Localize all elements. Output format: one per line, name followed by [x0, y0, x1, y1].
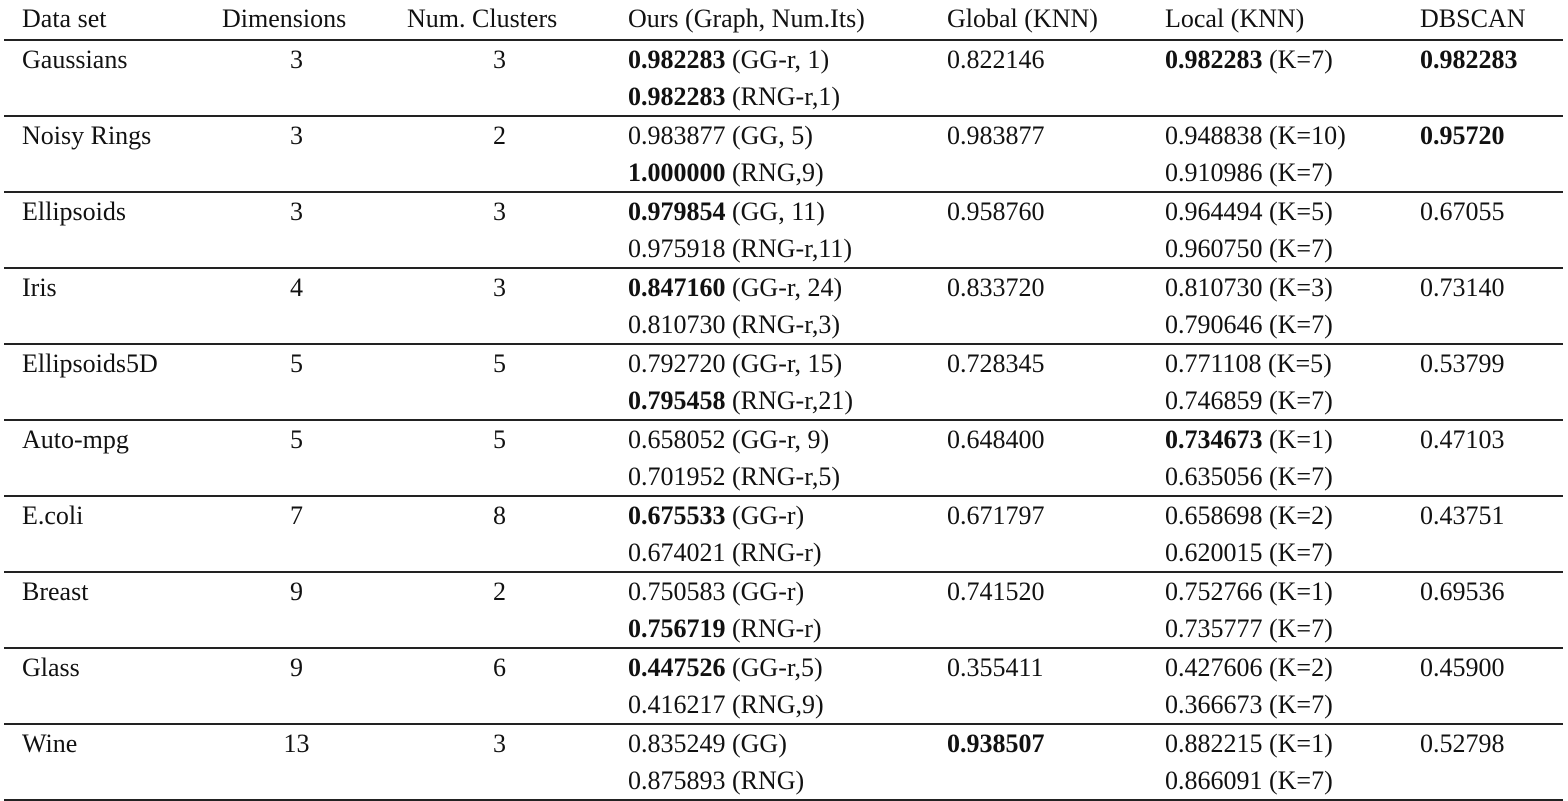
ours-cell: [610, 268, 929, 344]
cell-line: [628, 41, 929, 78]
score-value: 0.746859: [1165, 386, 1263, 415]
score-params: (K=7): [1262, 538, 1333, 567]
cell-line: [1165, 382, 1402, 419]
score-value: 0.52798: [1420, 729, 1505, 758]
score-value: 0.648400: [947, 425, 1045, 454]
dimensions-cell-text: 3: [290, 121, 303, 150]
score-value: 0.964494: [1165, 197, 1263, 226]
score-params: (RNG,9): [725, 690, 824, 719]
score-value: 0.45900: [1420, 653, 1505, 682]
dimensions-cell-text: 13: [283, 729, 310, 758]
score-value: 0.960750: [1165, 234, 1263, 263]
score-params: (GG-r, 15): [725, 349, 843, 378]
cell-line: [1420, 725, 1563, 762]
local-cell: [1147, 116, 1402, 192]
score-value: 0.416217: [628, 690, 726, 719]
score-params: (K=1): [1262, 729, 1333, 758]
dimensions-cell-text: 4: [290, 273, 303, 302]
score-value: 0.355411: [947, 653, 1044, 682]
cell-line: [947, 421, 1147, 458]
score-value: 0.447526: [628, 653, 726, 682]
header-num-clusters: Num. Clusters: [407, 4, 558, 33]
score-value: 0.658052: [628, 425, 726, 454]
global-cell: [929, 268, 1147, 344]
cell-line: [628, 725, 929, 762]
score-value: 0.982283: [628, 45, 726, 74]
score-params: (RNG-r,1): [725, 82, 840, 111]
dataset-cell: [4, 344, 204, 420]
dimensions-cell: [204, 268, 389, 344]
ours-cell: [610, 40, 929, 116]
score-params: (K=7): [1262, 690, 1333, 719]
score-value: 0.983877: [947, 121, 1045, 150]
dataset-cell: [4, 192, 204, 268]
ours-cell: [610, 724, 929, 800]
score-params: (RNG-r): [725, 614, 822, 643]
score-value: 0.53799: [1420, 349, 1505, 378]
clusters-cell-text: 2: [493, 577, 506, 606]
local-cell: [1147, 648, 1402, 724]
score-value: 0.882215: [1165, 729, 1263, 758]
cell-line: [1420, 193, 1563, 230]
score-value: 0.728345: [947, 349, 1045, 378]
score-params: (K=7): [1262, 310, 1333, 339]
cell-line: [1420, 573, 1563, 610]
cell-line: [628, 154, 929, 191]
score-params: (K=7): [1262, 462, 1333, 491]
score-value: 0.790646: [1165, 310, 1263, 339]
cell-line: [628, 382, 929, 419]
clusters-cell: [389, 420, 610, 496]
clusters-cell: [389, 572, 610, 648]
global-cell: [929, 496, 1147, 572]
score-value: 0.975918: [628, 234, 726, 263]
dbscan-cell: [1402, 724, 1563, 800]
score-value: 0.866091: [1165, 766, 1263, 795]
score-value: 0.95720: [1420, 121, 1505, 150]
score-params: (GG, 5): [725, 121, 813, 150]
local-cell: [1147, 40, 1402, 116]
score-value: 0.948838: [1165, 121, 1263, 150]
score-value: 0.938507: [947, 729, 1045, 758]
score-params: (K=7): [1262, 766, 1333, 795]
cell-line: [947, 649, 1147, 686]
cell-line: [947, 573, 1147, 610]
score-value: 0.958760: [947, 197, 1045, 226]
score-params: (K=5): [1262, 197, 1333, 226]
header-global-knn: Global (KNN): [947, 4, 1098, 33]
cell-line: [1420, 497, 1563, 534]
cell-line: [1165, 193, 1402, 230]
dbscan-cell: [1402, 648, 1563, 724]
cell-line: [1165, 725, 1402, 762]
cell-line: [1165, 421, 1402, 458]
cell-line: [628, 762, 929, 799]
results-table: [4, 0, 1563, 801]
clusters-cell-text: 3: [493, 197, 506, 226]
score-params: (K=2): [1262, 653, 1333, 682]
cell-line: [628, 78, 929, 115]
cell-line: [1165, 649, 1402, 686]
header-local-knn: Local (KNN): [1165, 4, 1305, 33]
cell-line: [1420, 41, 1563, 78]
clusters-cell: [389, 192, 610, 268]
score-params: (RNG-r): [725, 538, 822, 567]
dimensions-cell: [204, 724, 389, 800]
dbscan-cell: [1402, 420, 1563, 496]
table-row: [4, 496, 1563, 572]
clusters-cell-text: 3: [493, 729, 506, 758]
score-value: 0.792720: [628, 349, 726, 378]
cell-line: [1420, 421, 1563, 458]
score-value: 0.983877: [628, 121, 726, 150]
dimensions-cell: [204, 496, 389, 572]
dataset-cell: [4, 116, 204, 192]
score-value: 0.735777: [1165, 614, 1263, 643]
ours-cell: [610, 420, 929, 496]
dbscan-cell: [1402, 40, 1563, 116]
cell-line: [628, 534, 929, 571]
score-params: (RNG,9): [725, 158, 824, 187]
cell-line: [1165, 117, 1402, 154]
local-cell: [1147, 268, 1402, 344]
dimensions-cell-text: 5: [290, 425, 303, 454]
ours-cell: [610, 192, 929, 268]
dataset-cell: [4, 268, 204, 344]
dimensions-cell: [204, 572, 389, 648]
clusters-cell-text: 6: [493, 653, 506, 682]
dataset-cell: [4, 420, 204, 496]
dimensions-cell-text: 3: [290, 197, 303, 226]
score-value: 0.795458: [628, 386, 726, 415]
score-value: 0.43751: [1420, 501, 1505, 530]
score-value: 0.675533: [628, 501, 726, 530]
clusters-cell-text: 2: [493, 121, 506, 150]
dataset-cell-text: Ellipsoids5D: [22, 349, 158, 378]
score-params: (K=10): [1262, 121, 1346, 150]
local-cell: [1147, 572, 1402, 648]
dimensions-cell-text: 9: [290, 577, 303, 606]
score-value: 0.810730: [1165, 273, 1263, 302]
score-value: 0.835249: [628, 729, 726, 758]
cell-line: [1165, 269, 1402, 306]
score-params: (GG-r, 24): [725, 273, 843, 302]
ours-cell: [610, 496, 929, 572]
cell-line: [947, 345, 1147, 382]
header-dataset: Data set: [22, 4, 107, 33]
score-value: 0.810730: [628, 310, 726, 339]
dbscan-cell: [1402, 116, 1563, 192]
cell-line: [1165, 154, 1402, 191]
table-body: [4, 40, 1563, 800]
ours-cell: [610, 572, 929, 648]
clusters-cell: [389, 344, 610, 420]
score-params: (K=7): [1262, 614, 1333, 643]
dbscan-cell: [1402, 572, 1563, 648]
cell-line: [628, 269, 929, 306]
cell-line: [1165, 686, 1402, 723]
dataset-cell-text: Glass: [22, 653, 80, 682]
cell-line: [1420, 117, 1563, 154]
dataset-cell-text: Noisy Rings: [22, 121, 152, 150]
score-params: (K=7): [1262, 158, 1333, 187]
cell-line: [628, 345, 929, 382]
dbscan-cell: [1402, 496, 1563, 572]
score-value: 0.73140: [1420, 273, 1505, 302]
cell-line: [628, 497, 929, 534]
table-row: [4, 648, 1563, 724]
score-value: 0.982283: [1165, 45, 1263, 74]
score-value: 0.875893: [628, 766, 726, 795]
score-params: (K=1): [1262, 425, 1333, 454]
score-params: (GG): [725, 729, 787, 758]
global-cell: [929, 420, 1147, 496]
score-params: (K=1): [1262, 577, 1333, 606]
dimensions-cell: [204, 420, 389, 496]
cell-line: [628, 610, 929, 647]
local-cell: [1147, 496, 1402, 572]
clusters-cell: [389, 268, 610, 344]
cell-line: [628, 117, 929, 154]
score-params: (GG-r): [725, 501, 805, 530]
score-params: (GG-r,5): [725, 653, 823, 682]
header-dbscan: DBSCAN: [1420, 4, 1526, 33]
cell-line: [1165, 345, 1402, 382]
global-cell: [929, 116, 1147, 192]
dimensions-cell: [204, 192, 389, 268]
score-params: (GG-r, 1): [725, 45, 830, 74]
cell-line: [947, 117, 1147, 154]
score-value: 1.000000: [628, 158, 726, 187]
dataset-cell: [4, 648, 204, 724]
score-value: 0.635056: [1165, 462, 1263, 491]
dimensions-cell: [204, 116, 389, 192]
cell-line: [628, 458, 929, 495]
dataset-cell-text: E.coli: [22, 501, 84, 530]
score-value: 0.822146: [947, 45, 1045, 74]
global-cell: [929, 572, 1147, 648]
cell-line: [628, 193, 929, 230]
score-params: (K=7): [1262, 45, 1333, 74]
score-params: (K=7): [1262, 234, 1333, 263]
cell-line: [628, 573, 929, 610]
score-value: 0.771108: [1165, 349, 1262, 378]
cell-line: [1165, 230, 1402, 267]
score-value: 0.701952: [628, 462, 726, 491]
cell-line: [1165, 573, 1402, 610]
score-value: 0.982283: [1420, 45, 1518, 74]
score-params: (RNG-r,21): [725, 386, 853, 415]
score-value: 0.910986: [1165, 158, 1263, 187]
clusters-cell-text: 8: [493, 501, 506, 530]
dimensions-cell-text: 3: [290, 45, 303, 74]
local-cell: [1147, 344, 1402, 420]
dbscan-cell: [1402, 268, 1563, 344]
ours-cell: [610, 344, 929, 420]
cell-line: [1420, 345, 1563, 382]
cell-line: [628, 686, 929, 723]
dataset-cell-text: Gaussians: [22, 45, 128, 74]
ours-cell: [610, 116, 929, 192]
cell-line: [1420, 269, 1563, 306]
cell-line: [1165, 762, 1402, 799]
cell-line: [1165, 497, 1402, 534]
score-value: 0.69536: [1420, 577, 1505, 606]
score-value: 0.734673: [1165, 425, 1263, 454]
dataset-cell: [4, 496, 204, 572]
dbscan-cell: [1402, 192, 1563, 268]
table-row: [4, 40, 1563, 116]
table-row: [4, 572, 1563, 648]
global-cell: [929, 648, 1147, 724]
global-cell: [929, 192, 1147, 268]
score-params: (RNG-r,3): [725, 310, 840, 339]
dimensions-cell: [204, 344, 389, 420]
table-row: [4, 116, 1563, 192]
cell-line: [947, 269, 1147, 306]
cell-line: [947, 193, 1147, 230]
clusters-cell: [389, 496, 610, 572]
table-row: [4, 724, 1563, 800]
score-params: (K=3): [1262, 273, 1333, 302]
score-value: 0.427606: [1165, 653, 1263, 682]
dataset-cell-text: Iris: [22, 273, 57, 302]
score-value: 0.979854: [628, 197, 726, 226]
local-cell: [1147, 192, 1402, 268]
table-row: [4, 344, 1563, 420]
score-value: 0.741520: [947, 577, 1045, 606]
cell-line: [1165, 458, 1402, 495]
score-params: (K=7): [1262, 386, 1333, 415]
dataset-cell-text: Auto-mpg: [22, 425, 129, 454]
score-value: 0.658698: [1165, 501, 1263, 530]
local-cell: [1147, 724, 1402, 800]
score-value: 0.366673: [1165, 690, 1263, 719]
score-value: 0.752766: [1165, 577, 1263, 606]
score-params: (RNG-r,5): [725, 462, 840, 491]
score-value: 0.620015: [1165, 538, 1263, 567]
global-cell: [929, 724, 1147, 800]
dimensions-cell: [204, 648, 389, 724]
dimensions-cell: [204, 40, 389, 116]
cell-line: [1420, 649, 1563, 686]
header-dimensions: Dimensions: [222, 4, 347, 33]
dataset-cell-text: Breast: [22, 577, 89, 606]
dataset-cell: [4, 572, 204, 648]
dataset-cell-text: Wine: [22, 729, 78, 758]
dataset-cell: [4, 40, 204, 116]
dbscan-cell: [1402, 344, 1563, 420]
cell-line: [947, 41, 1147, 78]
cell-line: [1165, 610, 1402, 647]
dimensions-cell-text: 7: [290, 501, 303, 530]
header-ours: Ours (Graph, Num.Its): [628, 4, 865, 33]
clusters-cell-text: 3: [493, 273, 506, 302]
clusters-cell-text: 5: [493, 425, 506, 454]
score-value: 0.833720: [947, 273, 1045, 302]
score-value: 0.982283: [628, 82, 726, 111]
clusters-cell: [389, 724, 610, 800]
score-params: (K=2): [1262, 501, 1333, 530]
global-cell: [929, 344, 1147, 420]
cell-line: [947, 725, 1147, 762]
score-params: (RNG): [725, 766, 805, 795]
cell-line: [628, 421, 929, 458]
table-row: [4, 192, 1563, 268]
cell-line: [628, 306, 929, 343]
score-params: (GG-r): [725, 577, 805, 606]
ours-cell: [610, 648, 929, 724]
clusters-cell-text: 5: [493, 349, 506, 378]
score-value: 0.750583: [628, 577, 726, 606]
score-params: (GG, 11): [725, 197, 825, 226]
cell-line: [628, 649, 929, 686]
clusters-cell: [389, 116, 610, 192]
clusters-cell-text: 3: [493, 45, 506, 74]
local-cell: [1147, 420, 1402, 496]
dataset-cell: [4, 724, 204, 800]
global-cell: [929, 40, 1147, 116]
clusters-cell: [389, 40, 610, 116]
score-value: 0.674021: [628, 538, 726, 567]
score-value: 0.47103: [1420, 425, 1505, 454]
cell-line: [628, 230, 929, 267]
score-value: 0.671797: [947, 501, 1045, 530]
score-params: (K=5): [1261, 349, 1332, 378]
score-value: 0.847160: [628, 273, 726, 302]
cell-line: [947, 497, 1147, 534]
clusters-cell: [389, 648, 610, 724]
cell-line: [1165, 41, 1402, 78]
dimensions-cell-text: 9: [290, 653, 303, 682]
score-value: 0.756719: [628, 614, 726, 643]
table-row: [4, 420, 1563, 496]
table-row: [4, 268, 1563, 344]
score-params: (RNG-r,11): [725, 234, 853, 263]
score-value: 0.67055: [1420, 197, 1505, 226]
cell-line: [1165, 534, 1402, 571]
cell-line: [1165, 306, 1402, 343]
header-row: [4, 0, 1563, 40]
score-params: (GG-r, 9): [725, 425, 830, 454]
dimensions-cell-text: 5: [290, 349, 303, 378]
dataset-cell-text: Ellipsoids: [22, 197, 127, 226]
